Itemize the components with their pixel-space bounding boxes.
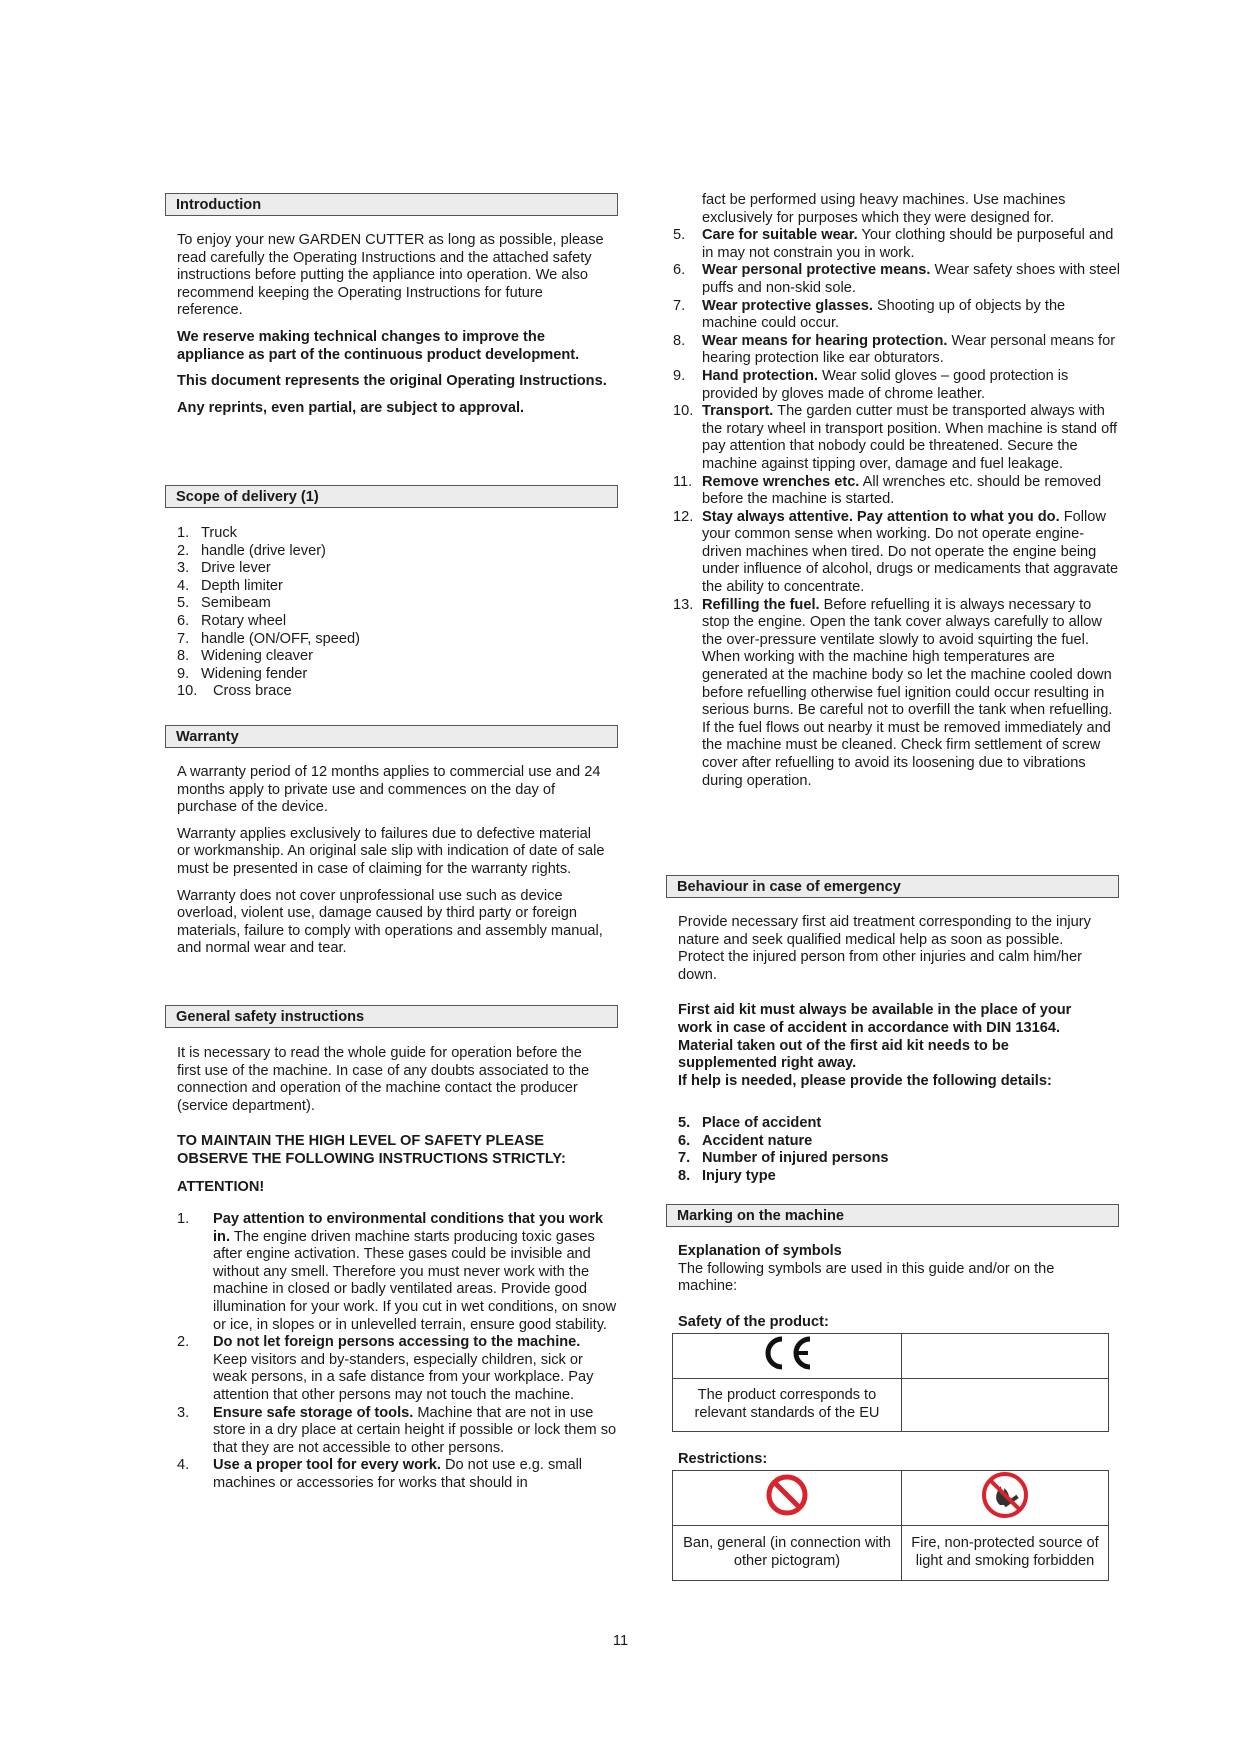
intro-reprints: Any reprints, even partial, are subject to approval. <box>177 399 525 416</box>
safety-of-product-label: Safety of the product: <box>678 1313 829 1330</box>
list-item: 5. Place of accident <box>678 1115 822 1131</box>
page-number: 11 <box>612 1633 629 1649</box>
list-item: 7. Number of injured persons <box>678 1150 889 1167</box>
section-heading-warranty: Warranty <box>165 725 618 748</box>
scope-list <box>177 525 617 701</box>
list-item: 8. Injury type <box>678 1167 776 1184</box>
intro-technical-changes: We reserve making technical changes to improve the appliance as part of the continuous product development. <box>177 328 580 363</box>
emergency-block <box>678 914 1108 1090</box>
general-safety-intro: It is necessary to read the whole guide for operation before the first use of the machine. In case of any doubts associated to the connection and operation of the machine contact the producer (service department). <box>177 1045 590 1114</box>
emergency-details-list <box>678 1115 1118 1185</box>
warranty-exclusions: Warranty does not cover unprofessional use such as device overload, violent use, damage caused by third party or foreign materials, failure to comply with operations and assembly manual, and normal wear and tear. <box>177 887 603 957</box>
prohibition-icon <box>764 1472 810 1518</box>
section-heading-introduction: Introduction <box>165 193 618 216</box>
list-item: 7. Wear protective glasses. Shooting up of objects by the machine could occur. <box>673 297 1066 332</box>
intro-paragraph: To enjoy your new GARDEN CUTTER as long as possible, please read carefully the Operating Instructions and the attached safety instructions before putting the appliance into operation. We also recommend keeping the Operating Instructions for future reference. <box>177 232 604 319</box>
list-item: 3. Drive lever <box>177 560 271 577</box>
symbols-subheading: Explanation of symbols <box>678 1243 842 1259</box>
list-item: 6. Wear personal protective means. Wear safety shoes with steel puffs and non-skid sole. <box>673 262 1121 296</box>
general-safety-block <box>177 1045 607 1196</box>
list-item: 10. Transport. The garden cutter must be transported always with the rotary wheel in transport position. When machine is stand off pay attention that nobody could be threatened. Secure the machine against tipping over, damage and fuel leakage. <box>673 403 1118 472</box>
list-item: 5. Care for suitable wear. Your clothing should be purposeful and in may not constrain you in work. <box>673 227 1114 261</box>
list-item: 13. Refilling the fuel. Before refuelling it is always necessary to stop the engine. Open the tank cover always carefully to allow the over-pressure ventilate slowly to avoid squirting the fuel. When working with the machine high temperatures are generated at the machine body so let the machine cooled down before refuelling otherwise fuel ignition could occur resulting in serious burns. Be careful not to overfill the tank when refuelling. If the fuel flows out nearby it must be removed immediately and the machine must be cleaned. Check firm settlement of screw cover after refuelling to avoid its loosening due to vibrations during operation. <box>673 596 1113 789</box>
list-item: 7. handle (ON/OFF, speed) <box>177 630 360 647</box>
safety-list-left <box>177 1211 617 1493</box>
list-item: 11. Remove wrenches etc. All wrenches etc. should be removed before the machine is started. <box>673 473 1102 508</box>
section-heading-marking: Marking on the machine <box>666 1204 1119 1227</box>
section-heading-general-safety: General safety instructions <box>165 1005 618 1028</box>
empty-cell <box>902 1378 1109 1431</box>
list-item: 6. Rotary wheel <box>177 612 287 629</box>
list-item: 12. Stay always attentive. Pay attention to what you do. Follow your common sense when working. Do not operate engine-driven machines when tired. Do not operate the engine being under influence of alcohol, drugs or medicaments that aggravate the ability to concentrate. <box>673 508 1119 596</box>
section-heading-emergency: Behaviour in case of emergency <box>666 875 1119 898</box>
ce-mark-cell <box>673 1334 902 1379</box>
warranty-period: A warranty period of 12 months applies to commercial use and 24 months apply to private use and commences on the day of purchase of the device. <box>177 764 601 816</box>
symbols-intro: The following symbols are used in this guide and/or on the machine: <box>678 1260 1055 1295</box>
attention-label: ATTENTION! <box>177 1178 265 1195</box>
list-item-continuation: fact be performed using heavy machines. Use machines exclusively for purposes which they were designed for. <box>702 192 1066 226</box>
safety-list-right <box>666 192 1121 790</box>
empty-cell <box>902 1334 1109 1379</box>
restriction-symbol-table <box>672 1470 1109 1581</box>
list-item: 2. Do not let foreign persons accessing to the machine. Keep visitors and by-standers, especially children, sick or weak persons, in a safe distance from your workplace. Pay attention that other persons may not touch the machine. <box>177 1334 594 1403</box>
intro-block <box>177 232 607 417</box>
fire-symbol-cell <box>902 1471 1109 1526</box>
list-item: 3. Ensure safe storage of tools. Machine that are not in use store in a dry place at certain height if possible or lock them so that they are not accessible to other persons. <box>177 1404 617 1456</box>
emergency-first-aid: Provide necessary first aid treatment corresponding to the injury nature and seek qualified medical help as soon as possible. Protect the injured person from other injuries and calm him/her down. <box>678 914 1091 983</box>
warranty-scope: Warranty applies exclusively to failures due to defective material or workmanship. An original sale slip with indication of date of sale must be presented in case of claiming for the warranty rights. <box>177 825 605 877</box>
warranty-block <box>177 764 607 958</box>
list-item: 2. handle (drive lever) <box>177 542 326 559</box>
intro-original-document: This document represents the original Operating Instructions. <box>177 373 607 390</box>
list-item: 4. Use a proper tool for every work. Do not use e.g. small machines or accessories for works that should in <box>177 1457 583 1491</box>
list-item: 6. Accident nature <box>678 1132 813 1149</box>
help-details-note: If help is needed, please provide the following details: <box>678 1072 1052 1089</box>
list-item: 10. Cross brace <box>177 683 292 700</box>
list-item: 9. Widening fender <box>177 665 308 682</box>
list-item: 4. Depth limiter <box>177 577 283 594</box>
ce-description: The product corresponds to relevant standards of the EU <box>673 1378 902 1431</box>
restrictions-label-block <box>678 1451 1108 1469</box>
no-fire-smoking-icon <box>981 1471 1029 1519</box>
safety-symbol-table <box>672 1333 1109 1432</box>
restrictions-label: Restrictions: <box>678 1451 768 1467</box>
first-aid-kit-note: First aid kit must always be available in the place of your work in case of accident in accordance with DIN 13164. Material taken out of the first aid kit needs to be supplemented right away. <box>678 1002 1072 1072</box>
ban-description: Ban, general (in connection with other pictogram) <box>673 1525 902 1580</box>
fire-description: Fire, non-protected source of light and smoking forbidden <box>902 1525 1109 1580</box>
ce-mark-icon <box>758 1334 816 1372</box>
ban-symbol-cell <box>673 1471 902 1526</box>
section-heading-scope: Scope of delivery (1) <box>165 485 618 508</box>
list-item: 1. Pay attention to environmental conditions that you work in. The engine driven machine starts producing toxic gases after engine activation. These gases could be invisible and without any smell. Therefore you must never work with the machine in closed or badly ventilated areas. Provide good illumination for your work. If you cut in wet conditions, on snow or ice, in slopes or in unlevelled terrain, ensure good stability. <box>177 1211 617 1333</box>
list-item: 9. Hand protection. Wear solid gloves – good protection is provided by gloves made of chrome leather. <box>673 367 1069 402</box>
list-item: 1. Truck <box>177 525 237 541</box>
safety-instructions-caps: TO MAINTAIN THE HIGH LEVEL OF SAFETY PLEASE OBSERVE THE FOLLOWING INSTRUCTIONS STRICTLY: <box>177 1133 566 1167</box>
list-item: 8. Widening cleaver <box>177 648 313 665</box>
marking-block <box>678 1243 1108 1331</box>
list-item: 8. Wear means for hearing protection. Wear personal means for hearing protection like ear obturators. <box>673 332 1116 367</box>
list-item: 5. Semibeam <box>177 595 271 612</box>
